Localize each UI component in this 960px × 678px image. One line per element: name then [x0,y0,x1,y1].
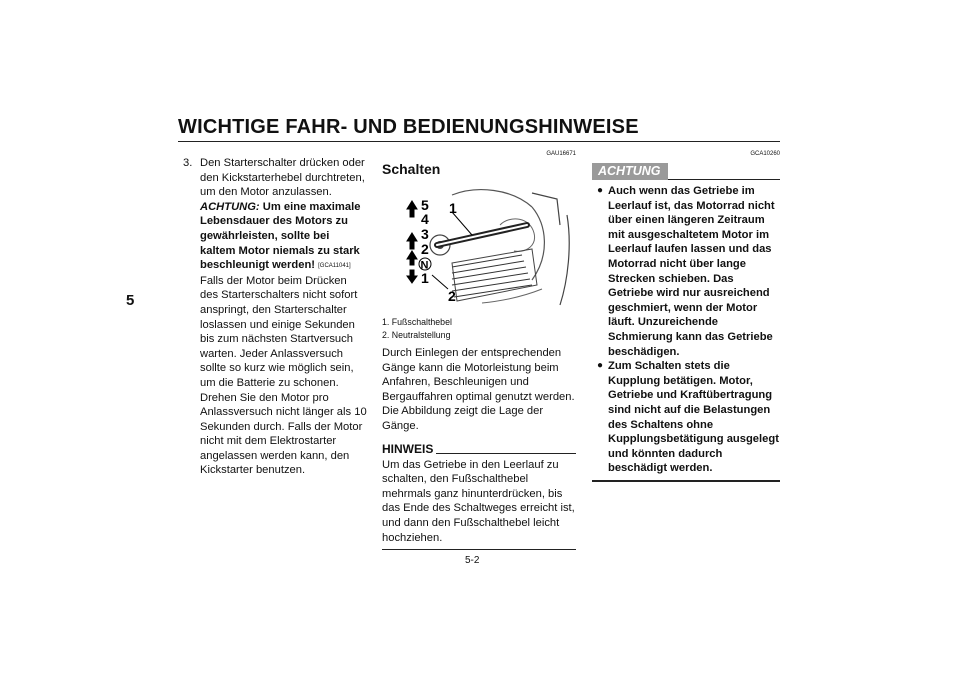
page-number: 5-2 [465,555,480,566]
section-body [382,346,576,434]
left-column [183,156,367,478]
achtung-header [592,163,780,180]
title-rule [178,141,780,142]
hinweis-bottom-rule [382,549,576,550]
gearshift-figure [382,185,576,310]
bullet-text: Zum Schalten stets die Kupplung betätigen. Motor, Getriebe und Kraftübertragung sind nicht auf die Belastungen des Schaltens ohne Kupplungsbetätigung ausgelegt und könnten dadurch beschädigt werden. [608,360,779,475]
step-body [200,156,367,478]
middle-column [382,150,576,550]
gearshift-illustration [382,185,576,310]
gear-label-4: 4 [421,211,429,227]
achtung-badge: ACHTUNG [592,163,668,180]
right-column [592,150,780,482]
gear-label-5: 5 [421,197,429,213]
bullet-item [592,359,780,476]
achtung-inline-label: ACHTUNG: [200,200,260,213]
bullet-text: Auch wenn das Getriebe im Leerlauf ist, das Motorrad nicht über einen längeren Zeitraum mit ausgeschaltetem Motor im Leerlauf laufen lassen und das Motorrad nicht über lange Strecken schieben. Das Getriebe wird nur ausreichend geschmiert, wenn der Motor läuft. Unzureichende Schmierung kann das Getriebe beschädigen. [608,185,775,358]
step-continuation: Falls der Motor beim Drücken des Starterschalters nicht sofort anspringt, den Starterschalter loslassen und einige Sekunden bis zum nächsten Startversuch warten. Jeder Anlassversuch sollte so kurz wie möglich sein, um die Batterie zu schonen. Drehen Sie den Motor pro Anlassversuch nicht länger als 10 Sekunden durch. Falls der Motor nicht mit dem Elektrostarter angelassen werden kann, den Kickstarter benutzen. [200,274,367,477]
bullet-icon: ● [597,360,604,372]
gear-label-1: 1 [421,270,429,286]
hinweis-label: HINWEIS [382,441,434,456]
gear-label-neutral: N [420,259,429,272]
callout-1: 1 [449,200,457,216]
callout-2: 2 [448,288,456,304]
section-code: GAU16671 [546,151,576,157]
achtung-rule [668,179,781,180]
bullet-item [592,184,780,359]
body-paragraph: Durch Einlegen der entsprechenden Gänge kann die Motorleistung beim Anfahren, Beschleunigen und Bergauffahren optimal genutzt werden. [382,347,575,403]
legend-item: 2. Neutralstellung [382,329,451,340]
figure-legend [382,316,576,341]
step-text: Den Starterschalter drücken oder den Kickstarterhebel durchtreten, um den Motor anzulassen. [200,157,365,199]
bullet-icon: ● [597,185,604,196]
legend-item: 1. Fußschalthebel [382,317,452,327]
achtung-bottom-rule [592,480,780,482]
page-title: WICHTIGE FAHR- UND BEDIENUNGSHINWEISE [178,116,639,138]
chapter-number: 5 [126,292,135,309]
hinweis-text: Um das Getriebe in den Leerlauf zu schalten, den Fußschalthebel mehrmals ganz hinunterdrücken, bis das Ende des Schaltweges erreicht ist, und dann den Fußschalthebel leicht hochziehen. [382,458,575,544]
body-paragraph: Die Abbildung zeigt die Lage der Gänge. [382,405,544,432]
step-3 [183,156,367,478]
reference-code: [GCA11041] [318,263,351,270]
gear-label-2: 2 [421,241,429,257]
hinweis-rule [436,453,576,454]
hinweis-header [382,442,576,456]
achtung-inline-text: Um eine maximale Lebensdauer des Motors zu gewährleisten, sollte bei kaltem Motor niemals zu stark beschleunigt werden! [200,200,361,272]
section-title: Schalten [382,161,441,177]
achtung-code: GCA10260 [750,151,780,157]
gear-label-3: 3 [421,226,429,242]
step-number: 3. [183,157,193,169]
achtung-bullets [592,184,780,476]
